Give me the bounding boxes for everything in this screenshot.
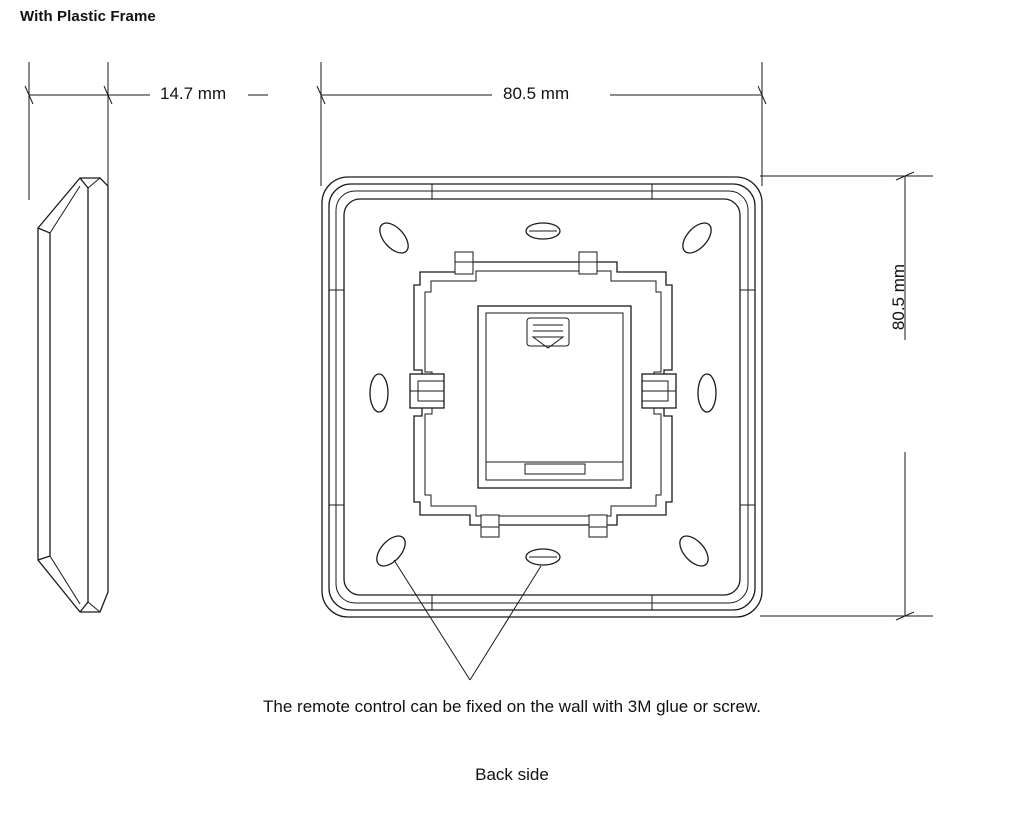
side-view-group xyxy=(25,62,268,612)
battery-direction-icon xyxy=(527,318,569,348)
dimension-height: 80.5 mm xyxy=(889,263,908,331)
back-view-group xyxy=(317,62,933,680)
dimension-width: 80.5 mm xyxy=(503,84,570,103)
page-title: With Plastic Frame xyxy=(20,8,156,25)
view-caption: Back side xyxy=(475,765,549,784)
dimension-thickness: 14.7 mm xyxy=(160,84,227,103)
mounting-note: The remote control can be fixed on the wall with 3M glue or screw. xyxy=(263,697,761,716)
